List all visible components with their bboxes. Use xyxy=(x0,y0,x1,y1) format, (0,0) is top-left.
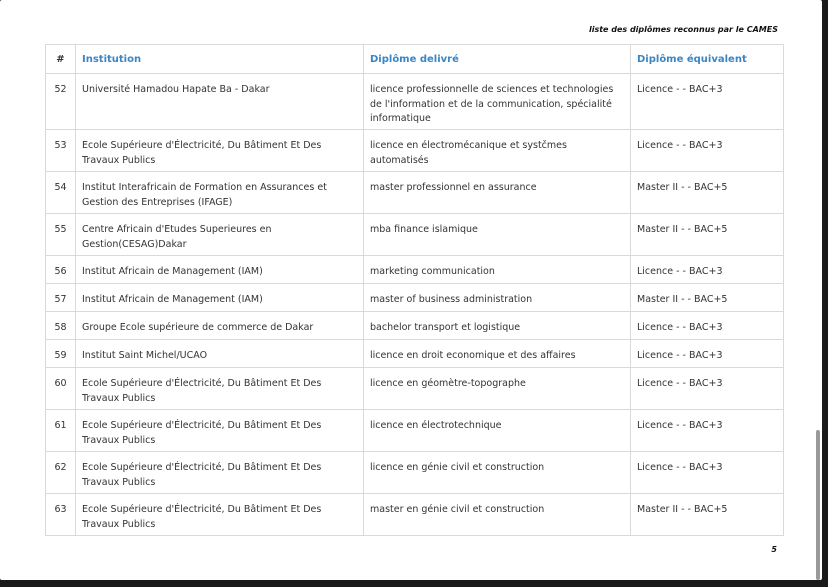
row-diplome: licence en géomètre-topographe xyxy=(364,368,631,410)
table-header-row xyxy=(46,45,784,74)
row-equivalent: Licence - - BAC+3 xyxy=(631,256,784,284)
row-equivalent: Master II - - BAC+5 xyxy=(631,494,784,536)
row-number: 63 xyxy=(46,494,76,536)
row-number: 52 xyxy=(46,74,76,130)
row-diplome: master of business administration xyxy=(364,284,631,312)
page-number: 5 xyxy=(771,545,777,554)
column-header-institution: Institution xyxy=(76,45,364,74)
row-number: 54 xyxy=(46,172,76,214)
row-equivalent: Licence - - BAC+3 xyxy=(631,368,784,410)
row-equivalent: Licence - - BAC+3 xyxy=(631,340,784,368)
row-equivalent: Licence - - BAC+3 xyxy=(631,452,784,494)
row-equivalent: Licence - - BAC+3 xyxy=(631,74,784,130)
row-number: 58 xyxy=(46,312,76,340)
table-row xyxy=(46,312,784,340)
diplomas-table xyxy=(45,44,784,536)
row-equivalent: Licence - - BAC+3 xyxy=(631,410,784,452)
table-row xyxy=(46,172,784,214)
row-institution: Ecole Supérieure d'Électricité, Du Bâtiment Et Des Travaux Publics xyxy=(76,368,364,410)
row-number: 59 xyxy=(46,340,76,368)
row-institution: Ecole Supérieure d'Électricité, Du Bâtiment Et Des Travaux Publics xyxy=(76,452,364,494)
row-number: 53 xyxy=(46,130,76,172)
row-institution: Ecole Supérieure d'Électricité, Du Bâtiment Et Des Travaux Publics xyxy=(76,494,364,536)
row-institution: Ecole Supérieure d'Électricité, Du Bâtiment Et Des Travaux Publics xyxy=(76,410,364,452)
row-equivalent: Licence - - BAC+3 xyxy=(631,130,784,172)
table-row xyxy=(46,214,784,256)
row-diplome: bachelor transport et logistique xyxy=(364,312,631,340)
row-number: 62 xyxy=(46,452,76,494)
row-equivalent: Master II - - BAC+5 xyxy=(631,172,784,214)
table-row xyxy=(46,494,784,536)
row-diplome: master en génie civil et construction xyxy=(364,494,631,536)
row-institution: Institut Africain de Management (IAM) xyxy=(76,284,364,312)
table-row xyxy=(46,340,784,368)
column-header-diplome-delivre: Diplôme delivré xyxy=(364,45,631,74)
row-number: 55 xyxy=(46,214,76,256)
table-row xyxy=(46,284,784,312)
table-row xyxy=(46,256,784,284)
table-row xyxy=(46,452,784,494)
row-institution: Groupe Ecole supérieure de commerce de Dakar xyxy=(76,312,364,340)
row-diplome: licence en génie civil et construction xyxy=(364,452,631,494)
row-institution: Institut Saint Michel/UCAO xyxy=(76,340,364,368)
row-diplome: mba finance islamique xyxy=(364,214,631,256)
row-number: 56 xyxy=(46,256,76,284)
row-institution: Centre Africain d'Etudes Superieures en Gestion(CESAG)Dakar xyxy=(76,214,364,256)
row-institution: Université Hamadou Hapate Ba - Dakar xyxy=(76,74,364,130)
table-row xyxy=(46,74,784,130)
row-number: 57 xyxy=(46,284,76,312)
page-header-title: liste des diplômes reconnus par le CAMES xyxy=(588,25,778,34)
row-diplome: licence en électrotechnique xyxy=(364,410,631,452)
table-row xyxy=(46,130,784,172)
row-equivalent: Licence - - BAC+3 xyxy=(631,312,784,340)
row-diplome: licence en électromécanique et systčmes automatisés xyxy=(364,130,631,172)
row-diplome: marketing communication xyxy=(364,256,631,284)
row-institution: Ecole Supérieure d'Électricité, Du Bâtiment Et Des Travaux Publics xyxy=(76,130,364,172)
row-diplome: licence professionnelle de sciences et technologies de l'information et de la communication, spécialité informatique xyxy=(364,74,631,130)
vertical-scrollbar[interactable] xyxy=(816,430,820,580)
column-header-diplome-equivalent: Diplôme équivalent xyxy=(631,45,784,74)
column-header-number: # xyxy=(46,45,76,74)
row-institution: Institut Interafricain de Formation en Assurances et Gestion des Entreprises (IFAGE) xyxy=(76,172,364,214)
row-number: 60 xyxy=(46,368,76,410)
row-institution: Institut Africain de Management (IAM) xyxy=(76,256,364,284)
row-diplome: licence en droit economique et des affaires xyxy=(364,340,631,368)
row-number: 61 xyxy=(46,410,76,452)
row-equivalent: Master II - - BAC+5 xyxy=(631,284,784,312)
row-diplome: master professionnel en assurance xyxy=(364,172,631,214)
row-equivalent: Master II - - BAC+5 xyxy=(631,214,784,256)
table-row xyxy=(46,410,784,452)
table-row xyxy=(46,368,784,410)
